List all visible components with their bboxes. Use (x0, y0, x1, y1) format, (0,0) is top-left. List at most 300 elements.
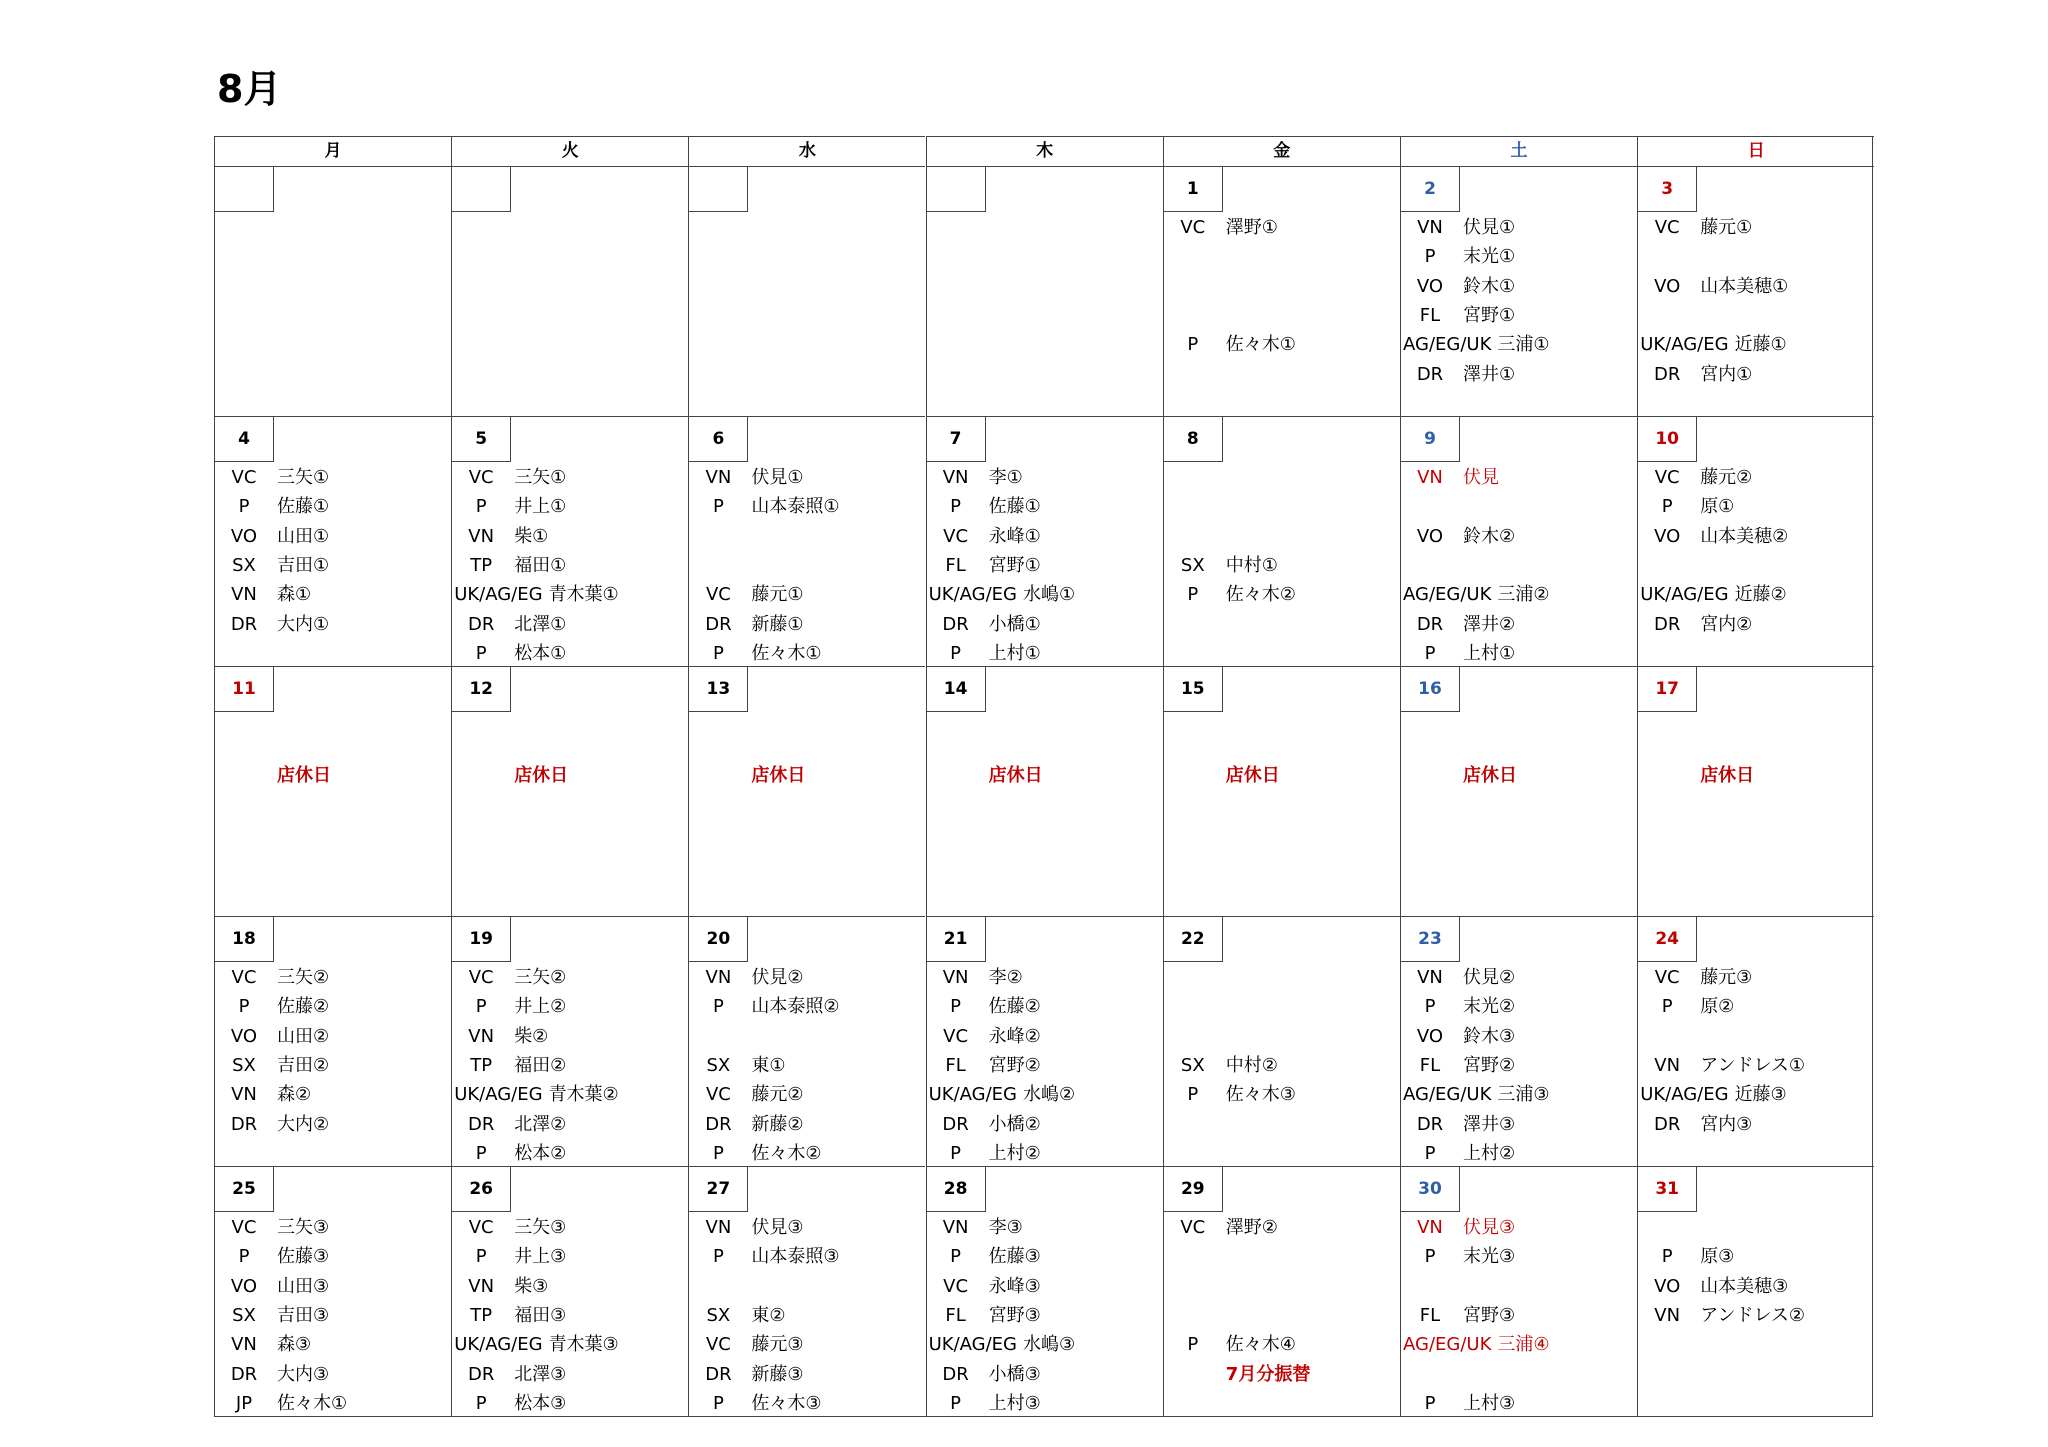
lesson-entry (927, 963, 1163, 992)
day-cell[interactable] (1637, 166, 1874, 417)
teacher-name: 佐々木② (1225, 584, 1296, 606)
instrument-code: DR (468, 1113, 495, 1135)
teacher-name: 澤野② (1225, 1217, 1278, 1238)
date-number (452, 167, 511, 212)
lesson-entry (452, 1360, 688, 1389)
day-cell[interactable] (688, 916, 925, 1167)
date-number: 19 (452, 917, 511, 962)
instrument-code: P (475, 996, 487, 1018)
teacher-name: 大内① (277, 613, 330, 635)
lesson-entry (215, 1051, 451, 1080)
teacher-name: 三矢② (514, 967, 567, 988)
day-cell[interactable] (451, 416, 688, 667)
lesson-entry (927, 992, 1163, 1021)
teacher-name: 佐藤② (988, 996, 1041, 1018)
calendar-grid (214, 136, 1873, 1417)
lesson-entry (1638, 330, 1874, 359)
closed-label: 店休日 (751, 765, 806, 786)
lesson-entry (1401, 272, 1637, 301)
lesson-entry (1638, 963, 1874, 992)
teacher-name: 上村② (1463, 1142, 1516, 1164)
note-label: 7月分振替 (1225, 1363, 1311, 1385)
teacher-name: 上村① (1463, 642, 1516, 664)
teacher-name: 山本泰照② (751, 996, 840, 1018)
instrument-code: VN (231, 584, 257, 606)
instrument-code: VN (468, 1025, 495, 1047)
month-title: 8月 (217, 67, 282, 111)
lesson-entry (1401, 1051, 1637, 1080)
lesson-entry (215, 1080, 451, 1109)
lesson-entry (927, 551, 1163, 580)
lesson-entry (1638, 272, 1874, 301)
teacher-name: 山本泰照① (751, 496, 840, 518)
teacher-name: 宮内② (1700, 613, 1753, 635)
instrument-code: FL (945, 1054, 966, 1076)
day-cell[interactable] (688, 166, 925, 417)
teacher-name: アンドレス① (1700, 1054, 1806, 1076)
instrument-code: P (475, 1392, 487, 1414)
instrument-code: TP (470, 1054, 493, 1076)
instrument-code: FL (945, 1304, 966, 1326)
instrument-code: VO (230, 1025, 258, 1047)
teacher-name: 三浦① (1497, 334, 1550, 356)
teacher-name: 佐々木① (1225, 334, 1296, 356)
weekday-header: 火 (451, 136, 688, 167)
teacher-name: 伏見① (1463, 217, 1516, 238)
lesson-entry (689, 492, 925, 521)
lesson-entry (927, 610, 1163, 639)
lesson-entry (927, 463, 1163, 492)
teacher-name: 澤井② (1463, 613, 1516, 635)
lesson-entry (1401, 610, 1637, 639)
instrument-code: DR (230, 1363, 258, 1385)
instrument-code: SX (706, 1304, 731, 1326)
day-cell[interactable] (451, 916, 688, 1167)
date-number: 14 (927, 667, 986, 712)
instrument-code: P (1187, 334, 1199, 356)
date-number: 18 (215, 917, 274, 962)
instrument-code: P (1187, 1084, 1199, 1106)
teacher-name: 上村③ (1463, 1392, 1516, 1414)
lesson-entry (927, 1022, 1163, 1051)
teacher-name: 佐藤① (988, 496, 1041, 518)
day-cell[interactable] (1637, 666, 1874, 917)
lesson-entry (215, 992, 451, 1021)
date-number: 31 (1638, 1167, 1697, 1212)
lesson-entry (1638, 360, 1874, 389)
day-cell[interactable] (451, 1166, 688, 1417)
date-number: 30 (1401, 1167, 1460, 1212)
lesson-entry (1164, 551, 1400, 580)
teacher-name: 宮野① (1463, 304, 1516, 326)
date-number: 4 (215, 417, 274, 462)
day-cell[interactable] (926, 1166, 1163, 1417)
lesson-entry (689, 610, 925, 639)
teacher-name: 山田② (277, 1025, 330, 1047)
teacher-name: 三浦② (1497, 584, 1550, 606)
lesson-entry (452, 1330, 688, 1359)
date-number: 25 (215, 1167, 274, 1212)
instrument-code: P (475, 1142, 487, 1164)
day-cell[interactable] (1637, 1166, 1874, 1417)
teacher-name: 上村① (988, 642, 1041, 664)
lesson-entry (689, 639, 925, 668)
lesson-entry (215, 463, 451, 492)
instrument-code: P (950, 1142, 962, 1164)
instrument-code: FL (1419, 1304, 1441, 1326)
lesson-entry (452, 1389, 688, 1418)
instrument-code: VN (705, 1217, 732, 1238)
instrument-code: VC (1654, 467, 1680, 488)
closed-label: 店休日 (1463, 765, 1517, 786)
instrument-code: UK/AG/EG 青木葉③ (454, 1334, 619, 1356)
instrument-code: SX (232, 1054, 256, 1076)
instrument-code: AG/EG/UK 三浦② (1403, 584, 1550, 606)
instrument-code: VO (1654, 525, 1681, 547)
teacher-name: 宮野① (988, 554, 1041, 576)
weekday-header: 日 (1637, 136, 1874, 167)
teacher-name: 森② (277, 1084, 312, 1106)
instrument-code: UK/AG/EG 水嶋① (928, 584, 1076, 606)
instrument-code: DR (1416, 613, 1444, 635)
instrument-code: VN (1417, 1217, 1443, 1238)
instrument-code: VC (943, 1275, 969, 1297)
instrument-code: VO (1654, 275, 1681, 297)
lesson-entry (215, 1272, 451, 1301)
day-cell[interactable] (1400, 416, 1637, 667)
teacher-name: 松本① (514, 642, 567, 664)
lesson-entry (1164, 1080, 1400, 1109)
instrument-code: P (712, 996, 724, 1018)
instrument-code: VO (230, 1275, 258, 1297)
day-cell[interactable] (1163, 1166, 1400, 1417)
instrument-code: DR (705, 613, 732, 635)
lesson-entry (215, 1110, 451, 1139)
lesson-entry (1638, 1272, 1874, 1301)
lesson-entry (927, 1213, 1163, 1242)
weekday-header: 土 (1400, 136, 1637, 167)
instrument-code: TP (470, 554, 493, 576)
instrument-code: AG/EG/UK 三浦③ (1403, 1084, 1550, 1106)
lesson-entry (1401, 360, 1637, 389)
instrument-code: VN (1654, 1304, 1681, 1326)
weekday-header: 月 (214, 136, 451, 167)
teacher-name: 近藤① (1734, 334, 1787, 356)
teacher-name: 伏見② (1463, 967, 1516, 988)
instrument-code: P (1661, 1246, 1673, 1268)
instrument-code: DR (468, 613, 495, 635)
teacher-name: 青木葉③ (548, 1334, 619, 1356)
teacher-name: 大内③ (277, 1363, 330, 1385)
instrument-code: FL (1419, 304, 1441, 326)
lesson-entry (927, 1139, 1163, 1168)
lesson-entry (215, 580, 451, 609)
lesson-entry (1401, 463, 1637, 492)
instrument-code: VN (942, 1217, 969, 1238)
lesson-entry (927, 1389, 1163, 1418)
instrument-code: AG/EG/UK 三浦① (1403, 334, 1550, 356)
lesson-entry (1164, 580, 1400, 609)
teacher-name: 三浦③ (1497, 1084, 1550, 1106)
day-cell[interactable] (214, 666, 451, 917)
day-cell[interactable] (214, 166, 451, 417)
lesson-entry (452, 1110, 688, 1139)
lesson-entry (1401, 639, 1637, 668)
day-cell[interactable] (1163, 916, 1400, 1167)
lesson-entry (1638, 213, 1874, 242)
instrument-code: DR (942, 1363, 969, 1385)
instrument-code: DR (705, 1113, 732, 1135)
teacher-name: 小橋① (988, 613, 1041, 635)
teacher-name: 井上③ (514, 1246, 567, 1268)
instrument-code: P (712, 1142, 724, 1164)
lesson-entry (1401, 963, 1637, 992)
teacher-name: 上村② (988, 1142, 1041, 1164)
teacher-name: 近藤③ (1734, 1084, 1787, 1106)
date-number: 24 (1638, 917, 1697, 962)
day-cell[interactable] (1400, 916, 1637, 1167)
teacher-name: 三矢③ (277, 1217, 330, 1238)
teacher-name: 井上② (514, 996, 567, 1018)
lesson-entry (215, 963, 451, 992)
day-cell[interactable] (688, 1166, 925, 1417)
teacher-name: 井上① (514, 496, 567, 518)
closed-label: 店休日 (277, 765, 331, 786)
instrument-code: AG/EG/UK 三浦④ (1403, 1334, 1550, 1356)
teacher-name: 藤元① (751, 584, 804, 606)
instrument-code: DR (1654, 1113, 1681, 1135)
teacher-name: 原① (1700, 496, 1735, 518)
instrument-code: P (1424, 996, 1436, 1018)
lesson-entry (1401, 301, 1637, 330)
day-cell[interactable] (1400, 166, 1637, 417)
day-cell[interactable] (1400, 1166, 1637, 1417)
instrument-code: P (1424, 1392, 1436, 1414)
teacher-name: 山田③ (277, 1275, 330, 1297)
lesson-entry (215, 1389, 451, 1418)
weekday-header: 水 (688, 136, 925, 167)
instrument-code: DR (230, 613, 258, 635)
teacher-name: 藤元③ (751, 1334, 804, 1356)
teacher-name: 佐々木② (751, 1142, 822, 1164)
instrument-code: VO (1416, 1025, 1444, 1047)
lesson-entry (689, 463, 925, 492)
day-cell[interactable] (451, 666, 688, 917)
lesson-entry (689, 1360, 925, 1389)
instrument-code: DR (942, 1113, 969, 1135)
instrument-code: VN (942, 967, 969, 988)
instrument-code: P (475, 496, 487, 518)
instrument-code: P (1424, 1142, 1436, 1164)
teacher-name: 末光③ (1463, 1246, 1516, 1268)
date-number: 15 (1164, 667, 1223, 712)
lesson-entry (215, 1301, 451, 1330)
date-number: 20 (689, 917, 748, 962)
teacher-name: 宮野② (988, 1054, 1041, 1076)
lesson-entry (1401, 1080, 1637, 1109)
day-cell[interactable] (926, 166, 1163, 417)
lesson-entry (1164, 1330, 1400, 1359)
instrument-code: VC (231, 467, 257, 488)
day-cell[interactable] (926, 666, 1163, 917)
teacher-name: 澤井③ (1463, 1113, 1516, 1135)
day-cell[interactable] (1637, 916, 1874, 1167)
instrument-code: DR (942, 613, 969, 635)
lesson-entry (215, 1360, 451, 1389)
instrument-code: DR (1654, 613, 1681, 635)
lesson-entry (927, 1242, 1163, 1271)
instrument-code: VC (1180, 1217, 1206, 1238)
day-cell[interactable] (688, 666, 925, 917)
date-number: 21 (927, 917, 986, 962)
date-number: 3 (1638, 167, 1697, 212)
day-cell[interactable] (1637, 416, 1874, 667)
instrument-code: P (1661, 496, 1673, 518)
instrument-code: VO (1654, 1275, 1681, 1297)
lesson-entry (1401, 1389, 1637, 1418)
lesson-entry (1401, 1139, 1637, 1168)
lesson-entry (689, 963, 925, 992)
teacher-name: 森① (277, 584, 312, 606)
day-cell[interactable] (214, 1166, 451, 1417)
teacher-name: 吉田① (277, 554, 330, 576)
lesson-entry (689, 1242, 925, 1271)
lesson-entry (1401, 242, 1637, 271)
lesson-entry (1638, 1051, 1874, 1080)
lesson-entry (452, 1022, 688, 1051)
weekday-header-row (214, 136, 1872, 166)
instrument-code: DR (1654, 363, 1681, 385)
instrument-code: UK/AG/EG 青木葉① (454, 584, 619, 606)
lesson-entry (1401, 522, 1637, 551)
day-cell[interactable] (926, 916, 1163, 1167)
instrument-code: P (238, 1246, 250, 1268)
teacher-name: 新藤③ (751, 1363, 804, 1385)
teacher-name: 藤元② (1700, 467, 1753, 488)
lesson-entry (215, 1213, 451, 1242)
lesson-entry (1164, 213, 1400, 242)
lesson-entry (927, 1330, 1163, 1359)
instrument-code: VC (1654, 967, 1680, 988)
teacher-name: 東① (751, 1054, 786, 1076)
instrument-code: UK/AG/EG 近藤③ (1640, 1084, 1787, 1106)
teacher-name: 宮野② (1463, 1054, 1516, 1076)
teacher-name: 三矢③ (514, 1217, 567, 1238)
instrument-code: P (475, 642, 487, 664)
date-number: 7 (927, 417, 986, 462)
teacher-name: 三浦④ (1497, 1334, 1550, 1356)
teacher-name: 柴② (514, 1025, 549, 1047)
teacher-name: 宮内③ (1700, 1113, 1753, 1135)
teacher-name: 佐々木③ (751, 1392, 822, 1414)
instrument-code: VN (942, 467, 969, 488)
teacher-name: 佐々木① (751, 642, 822, 664)
lesson-entry (452, 492, 688, 521)
teacher-name: 澤井① (1463, 363, 1516, 385)
day-cell[interactable] (1400, 666, 1637, 917)
instrument-code: P (950, 1246, 962, 1268)
lesson-entry (452, 610, 688, 639)
teacher-name: 伏見① (751, 467, 804, 488)
teacher-name: 宮野③ (1463, 1304, 1516, 1326)
day-cell[interactable] (1163, 666, 1400, 917)
lesson-entry (689, 1080, 925, 1109)
teacher-name: 松本② (514, 1142, 567, 1164)
date-number: 22 (1164, 917, 1223, 962)
lesson-entry (1638, 463, 1874, 492)
instrument-code: VO (1416, 525, 1444, 547)
instrument-code: P (950, 496, 962, 518)
instrument-code: P (238, 496, 250, 518)
day-cell[interactable] (1163, 166, 1400, 417)
date-number: 5 (452, 417, 511, 462)
date-number: 12 (452, 667, 511, 712)
lesson-entry (1638, 1301, 1874, 1330)
day-cell[interactable] (688, 416, 925, 667)
teacher-name: 吉田② (277, 1054, 330, 1076)
lesson-entry (689, 1389, 925, 1418)
teacher-name: 佐藤② (277, 996, 330, 1018)
day-cell[interactable] (214, 416, 451, 667)
date-number (689, 167, 748, 212)
teacher-name: 水嶋② (1022, 1084, 1076, 1106)
instrument-code: P (1424, 1246, 1436, 1268)
teacher-name: 東② (751, 1304, 786, 1326)
instrument-code: VC (1180, 217, 1206, 238)
instrument-code: VN (705, 967, 732, 988)
teacher-name: 小橋② (988, 1113, 1041, 1135)
date-number: 16 (1401, 667, 1460, 712)
day-cell[interactable] (451, 166, 688, 417)
lesson-entry (452, 1051, 688, 1080)
teacher-name: 藤元① (1700, 217, 1753, 238)
teacher-name: 鈴木② (1463, 525, 1516, 547)
teacher-name: 末光① (1463, 246, 1516, 268)
lesson-entry (1164, 1360, 1400, 1389)
teacher-name: 北澤② (514, 1113, 567, 1135)
day-cell[interactable] (926, 416, 1163, 667)
teacher-name: 福田③ (514, 1304, 567, 1326)
day-cell[interactable] (214, 916, 451, 1167)
instrument-code: VC (943, 1025, 969, 1047)
teacher-name: 宮内① (1700, 363, 1753, 385)
instrument-code: VC (705, 584, 731, 606)
instrument-code: VN (231, 1084, 257, 1106)
instrument-code: P (1424, 246, 1436, 268)
instrument-code: VN (1417, 467, 1443, 488)
instrument-code: P (712, 1392, 724, 1414)
lesson-entry (927, 639, 1163, 668)
day-cell[interactable] (1163, 416, 1400, 667)
teacher-name: 山本美穂① (1700, 275, 1789, 297)
teacher-name: 李① (988, 467, 1023, 488)
lesson-entry (927, 1360, 1163, 1389)
teacher-name: 吉田③ (277, 1304, 330, 1326)
teacher-name: 新藤② (751, 1113, 804, 1135)
lesson-entry (215, 1330, 451, 1359)
lesson-entry (215, 610, 451, 639)
teacher-name: 水嶋① (1022, 584, 1076, 606)
instrument-code: VC (705, 1334, 731, 1356)
date-number: 6 (689, 417, 748, 462)
lesson-entry (1401, 1301, 1637, 1330)
teacher-name: 山本泰照③ (751, 1246, 840, 1268)
instrument-code: DR (1416, 363, 1444, 385)
instrument-code: P (1424, 642, 1436, 664)
date-number: 1 (1164, 167, 1223, 212)
date-number (215, 167, 274, 212)
instrument-code: DR (230, 1113, 258, 1135)
